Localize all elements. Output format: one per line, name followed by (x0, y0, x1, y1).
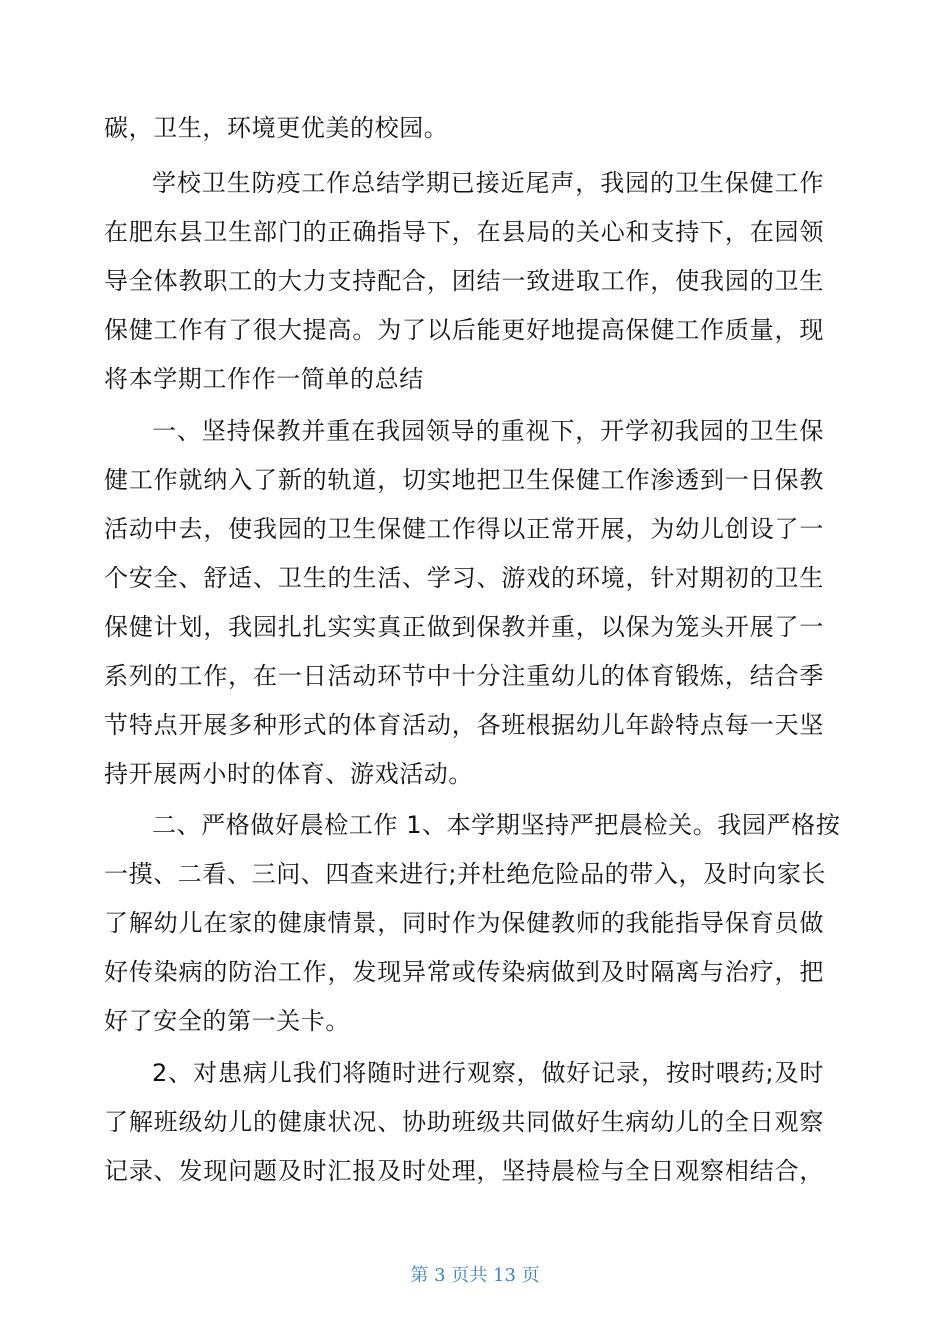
text-line: 健工作就纳入了新的轨道，切实地把卫生保健工作渗透到一日保教 (104, 466, 824, 494)
text-line: 系列的工作，在一日活动环节中十分注重幼儿的体育锻炼，结合季 (104, 662, 824, 690)
text-line: 了解幼儿在家的健康情景，同时作为保健教师的我能指导保育员做 (104, 909, 824, 937)
text-line: 导全体教职工的大力支持配合，团结一致进取工作，使我园的卫生 (104, 267, 824, 295)
text-line: 二、严格做好晨检工作 1、本学期坚持严把晨检关。我园严格按 (152, 811, 841, 839)
text-line: 节特点开展多种形式的体育活动，各班根据幼儿年龄特点每一天坚 (104, 711, 824, 739)
text-line: 在肥东县卫生部门的正确指导下，在县局的关心和支持下，在园领 (104, 218, 824, 246)
text-line: 碳，卫生，环境更优美的校园。 (104, 114, 449, 142)
text-line: 2、对患病儿我们将随时进行观察，做好记录，按时喂药;及时 (152, 1059, 824, 1087)
text-line: 持开展两小时的体育、游戏活动。 (104, 760, 473, 788)
text-line: 个安全、舒适、卫生的生活、学习、游戏的环境，针对期初的卫生 (104, 564, 824, 592)
text-line: 一摸、二看、三问、四查来进行;并杜绝危险品的带入，及时向家长 (104, 860, 827, 888)
text-line: 了解班级幼儿的健康状况、协助班级共同做好生病幼儿的全日观察 (104, 1108, 824, 1136)
text-line: 好了安全的第一关卡。 (104, 1007, 350, 1035)
text-line: 好传染病的防治工作，发现异常或传染病做到及时隔离与治疗，把 (104, 958, 824, 986)
text-line: 学校卫生防疫工作总结学期已接近尾声，我园的卫生保健工作 (152, 169, 824, 197)
text-line: 将本学期工作作一简单的总结 (104, 365, 424, 393)
page-number: 第 3 页共 13 页 (410, 1265, 540, 1286)
text-line: 保健计划，我园扎扎实实真正做到保教并重，以保为笼头开展了一 (104, 613, 824, 641)
text-line: 保健工作有了很大提高。为了以后能更好地提高保健工作质量，现 (104, 316, 824, 344)
text-line: 一、坚持保教并重在我园领导的重视下，开学初我园的卫生保 (152, 417, 824, 445)
text-line: 记录、发现问题及时汇报及时处理，坚持晨检与全日观察相结合， (104, 1157, 824, 1185)
text-line: 活动中去，使我园的卫生保健工作得以正常开展，为幼儿创设了一 (104, 515, 824, 543)
